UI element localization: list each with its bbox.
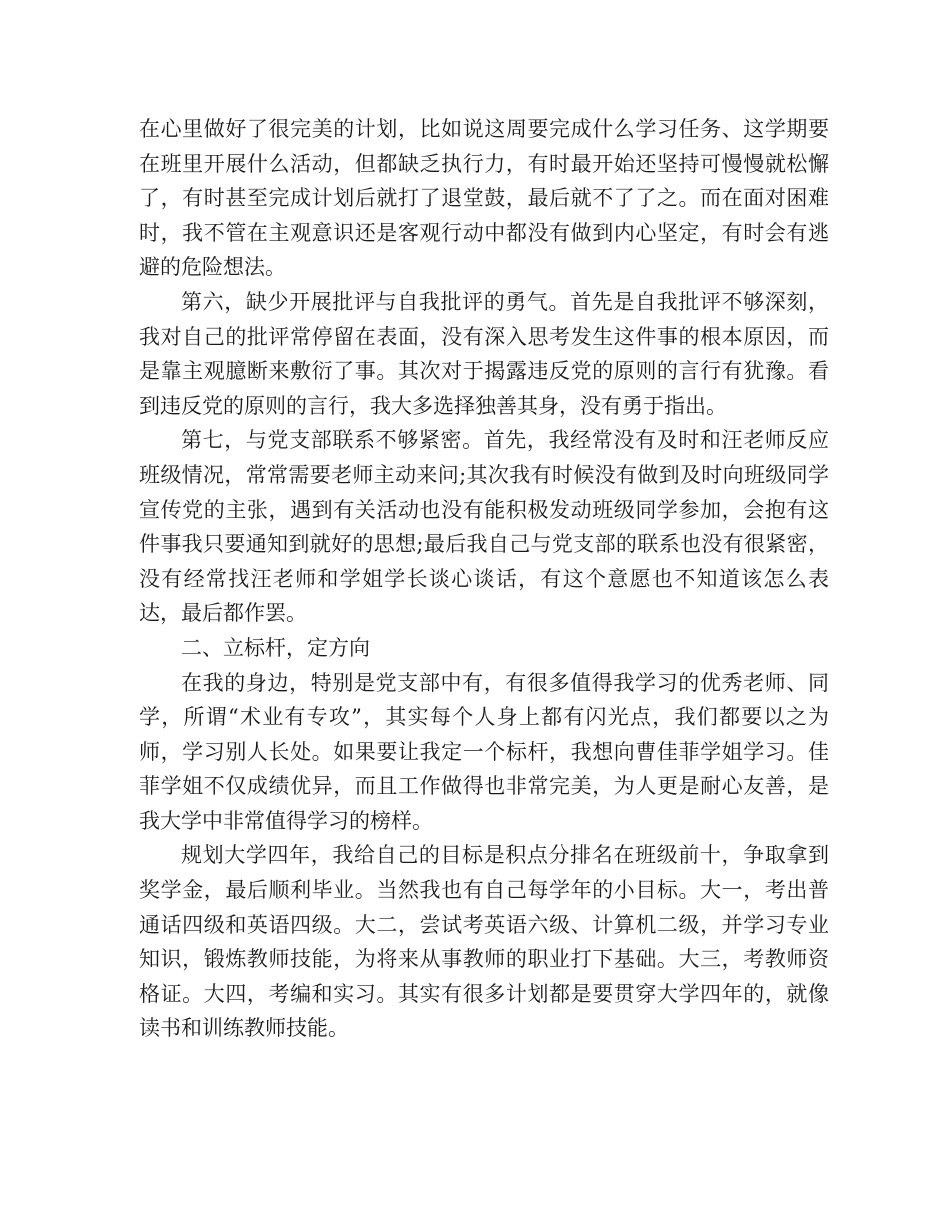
section-heading: 二、立标杆，定方向	[181, 635, 370, 660]
paragraph-sixth-point: 第六，缺少开展批评与自我批评的勇气。首先是自我批评不够深刻，我对自己的批评常停留在表面，没有深入思考发生这件事的根本原因，而是靠主观臆断来敷衍了事。其次对于揭露违反党的原则的言行有犹豫。看到违反党的原则的言行，我大多选择独善其身，没有勇于指出。	[139, 289, 829, 418]
paragraph-four-year-plan: 规划大学四年，我给自己的目标是积点分排名在班级前十，争取拿到奖学金，最后顺利毕业。当然我也有自己每学年的小目标。大一，考出普通话四级和英语四级。大二，尝试考英语六级、计算机二级，并学习专业知识，锻炼教师技能，为将来从事教师的职业打下基础。大三，考教师资格证。大四，考编和实习。其实有很多计划都是要贯穿大学四年的，就像读书和训练教师技能。	[139, 843, 829, 1041]
document-body	[139, 112, 829, 1046]
paragraph-planning: 在心里做好了很完美的计划，比如说这周要完成什么学习任务、这学期要在班里开展什么活动，但都缺乏执行力，有时最开始还坚持可慢慢就松懈了，有时甚至完成计划后就打了退堂鼓，最后就不了了之。而在面对困难时，我不管在主观意识还是客观行动中都没有做到内心坚定，有时会有逃避的危险想法。	[139, 117, 829, 280]
paragraph-role-model: 在我的身边，特别是党支部中有，有很多值得我学习的优秀老师、同学，所谓“术业有专攻”，其实每个人身上都有闪光点，我们都要以之为师，学习别人长处。如果要让我定一个标杆，我想向曹佳菲学姐学习。佳菲学姐不仅成绩优异，而且工作做得也非常完美，为人更是耐心友善，是我大学中非常值得学习的榜样。	[139, 670, 829, 833]
paragraph-seventh-point: 第七，与党支部联系不够紧密。首先，我经常没有及时和汪老师反应班级情况，常常需要老师主动来问;其次我有时候没有做到及时向班级同学宣传党的主张，遇到有关活动也没有能积极发动班级同学参加，会抱有这件事我只要通知到就好的思想;最后我自己与党支部的联系也没有很紧密，没有经常找汪老师和学姐学长谈心谈话，有这个意愿也不知道该怎么表达，最后都作罢。	[139, 428, 829, 626]
